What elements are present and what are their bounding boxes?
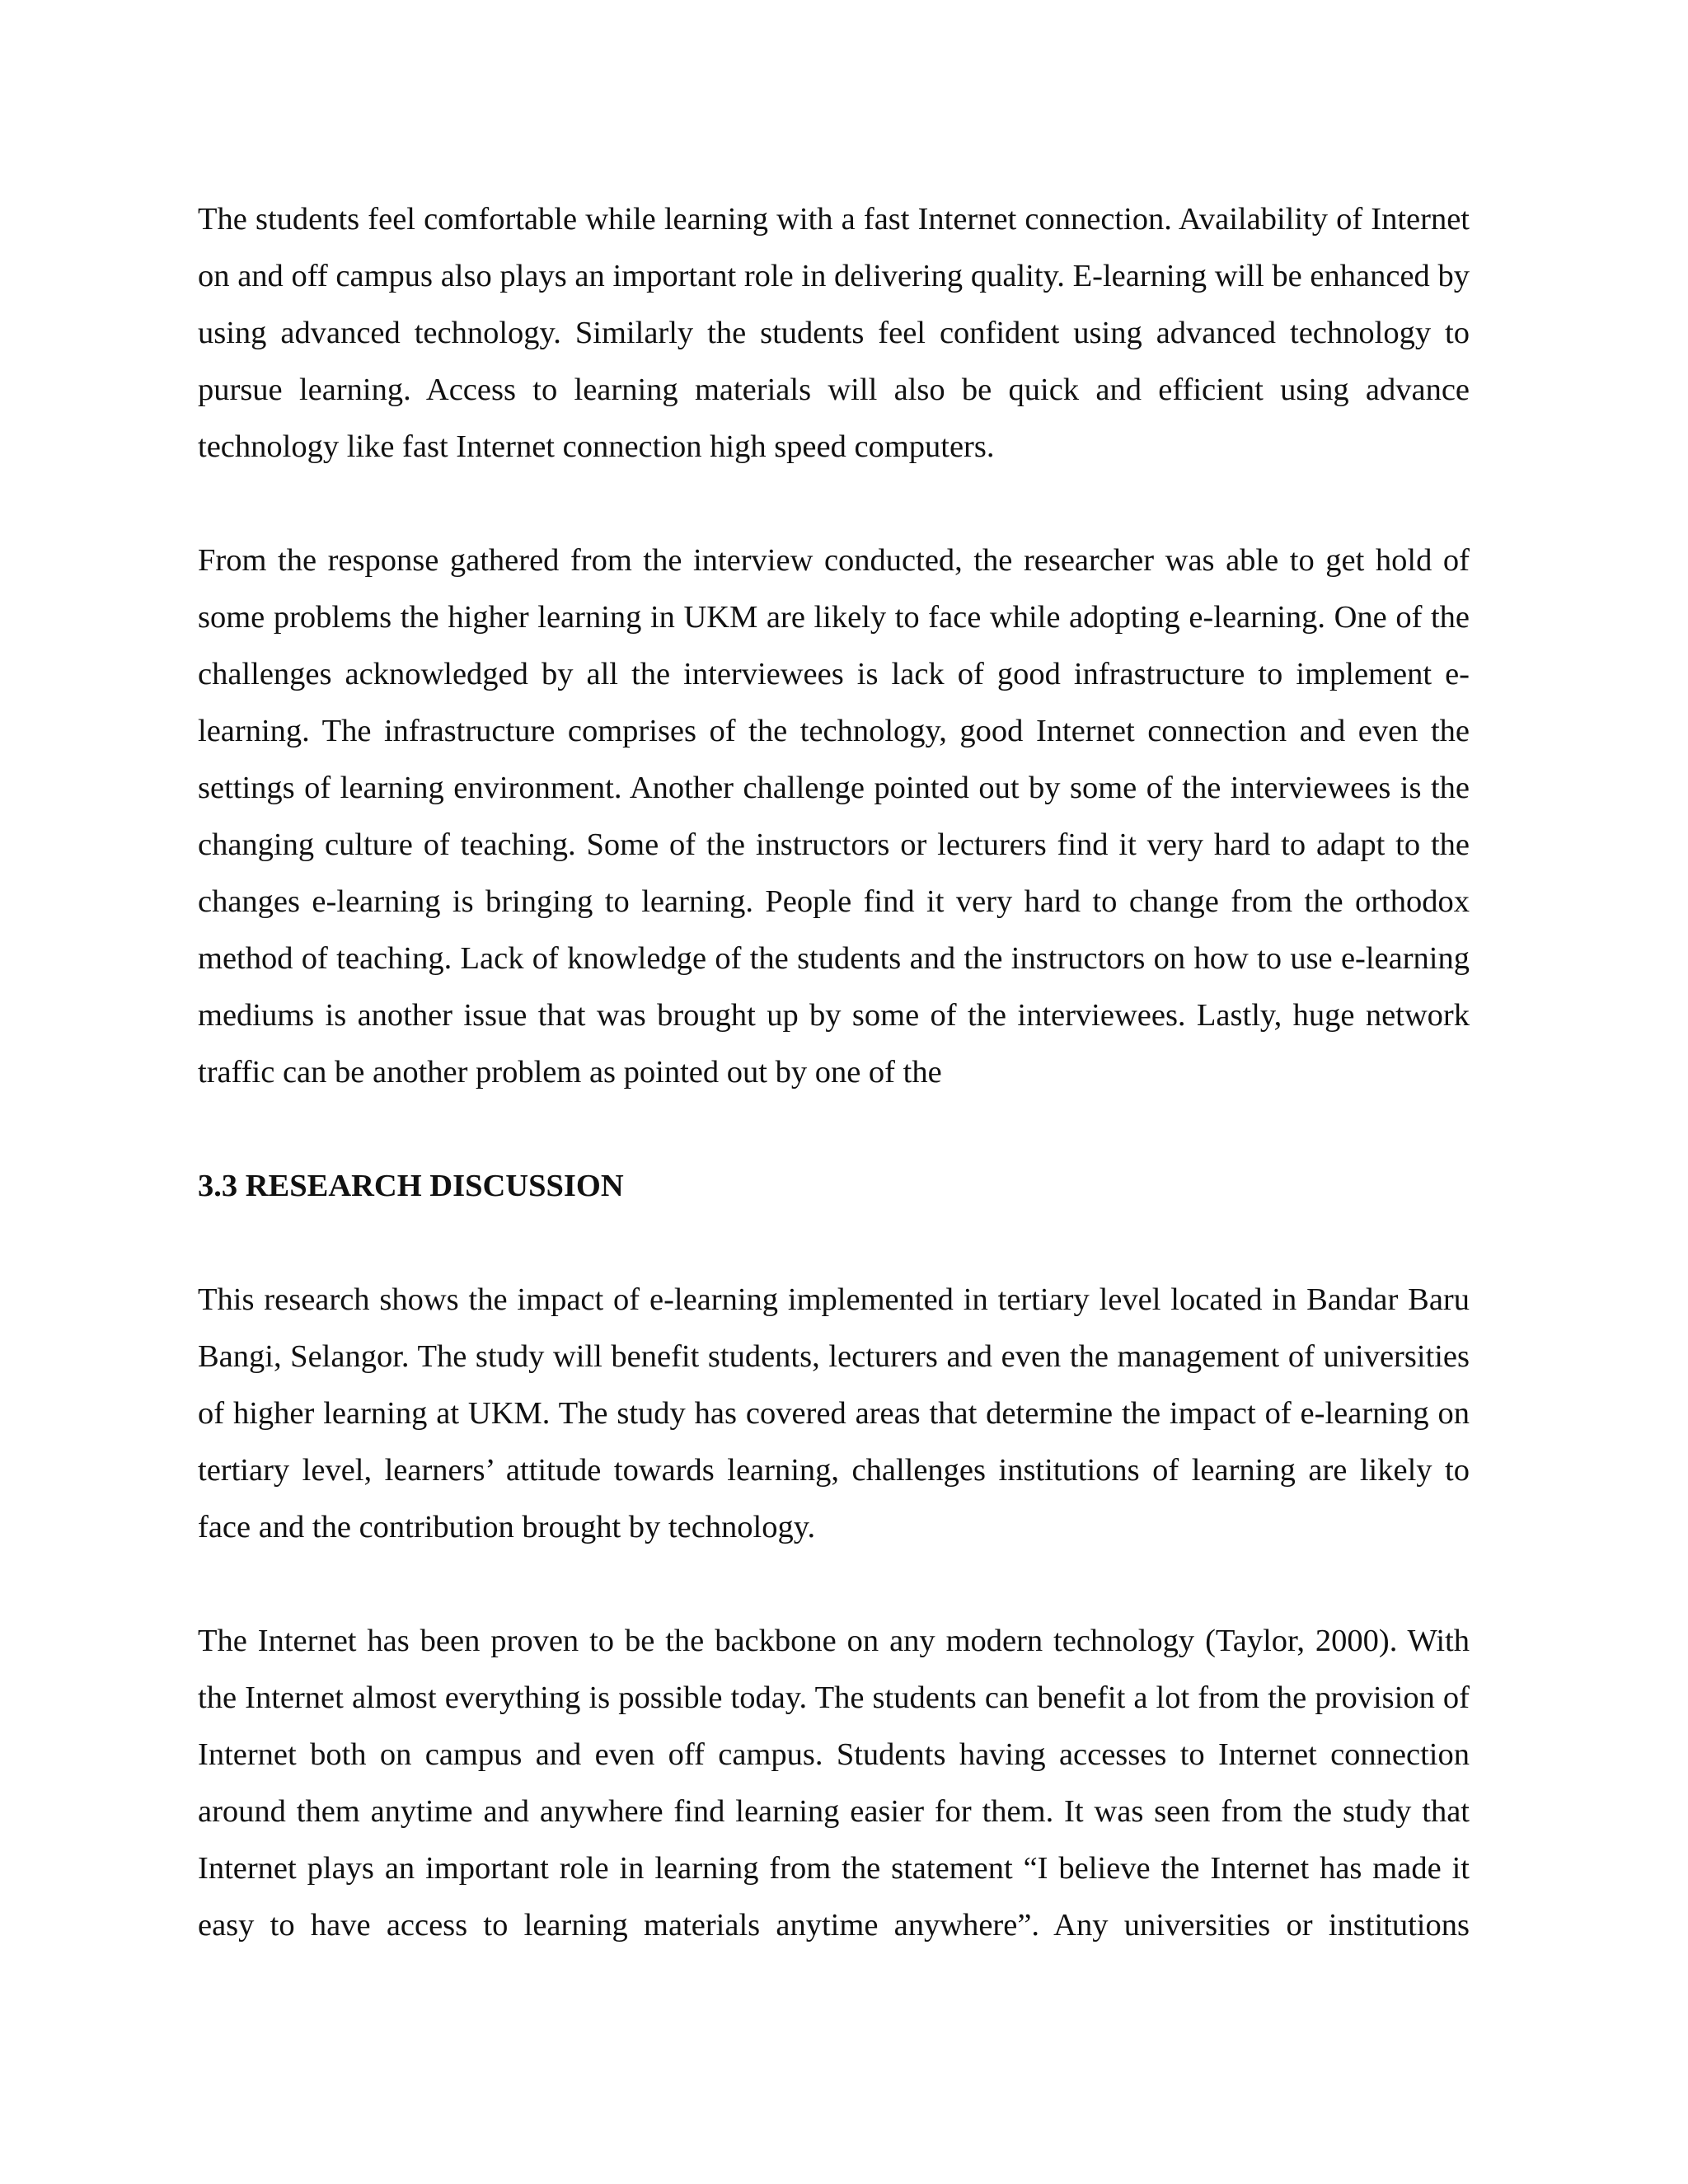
section-heading: 3.3 RESEARCH DISCUSSION <box>198 1169 624 1203</box>
document-body <box>198 191 1470 2011</box>
paragraph-internet-backbone: The Internet has been proven to be the backbone on any modern technology (Taylor, 2000). With the Internet almost everything is possible today. The students can benefit a lot from the provision of Internet both on campus and even off campus. Students having accesses to Internet connection around them anytime and anywhere find learning easier for them. It was seen from the study that Internet plays an important role in learning from the statement “I believe the Internet has made it easy to have access to learning materials anytime anywhere”. Any universities or institutions <box>198 1624 1470 1943</box>
paragraph-research-scope: This research shows the impact of e-learning implemented in tertiary level located in Bandar Baru Bangi, Selangor. The study will benefit students, lecturers and even the management of universities of higher learning at UKM. The study has covered areas that determine the impact of e-learning on tertiary level, learners’ attitude towards learning, challenges institutions of learning are likely to face and the contribution brought by technology. <box>198 1282 1470 1544</box>
paragraph-interview-findings: From the response gathered from the interview conducted, the researcher was able to get hold of some problems the higher learning in UKM are likely to face while adopting e-learning. One of the challenges acknowledged by all the interviewees is lack of good infrastructure to implement e-learning. The infrastructure comprises of the technology, good Internet connection and even the settings of learning environment. Another challenge pointed out by some of the interviewees is the changing culture of teaching. Some of the instructors or lecturers find it very hard to adapt to the changes e-learning is bringing to learning. People find it very hard to change from the orthodox method of teaching. Lack of knowledge of the students and the instructors on how to use e-learning mediums is another issue that was brought up by some of the interviewees. Lastly, huge network traffic can be another problem as pointed out by one of the <box>198 543 1470 1090</box>
paragraph-internet-connection: The students feel comfortable while learning with a fast Internet connection. Availability of Internet on and off campus also plays an important role in delivering quality. E-learning will be enhanced by using advanced technology. Similarly the students feel confident using advanced technology to pursue learning. Access to learning materials will also be quick and efficient using advance technology like fast Internet connection high speed computers. <box>198 202 1470 464</box>
